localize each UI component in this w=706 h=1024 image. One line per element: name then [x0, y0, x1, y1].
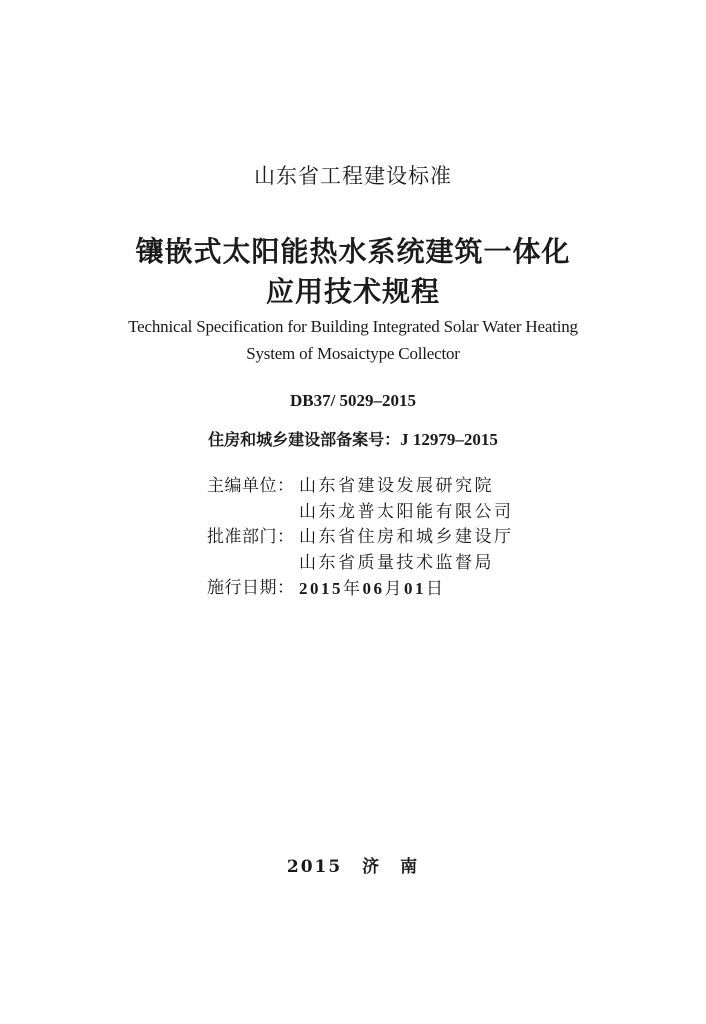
approval-dept-1: 山东省住房和城乡建设厅 [299, 527, 514, 547]
approval-dept-2: 山东省质量技术监督局 [299, 552, 494, 573]
approval-row-1 [207, 525, 514, 551]
effective-date-row [207, 576, 514, 603]
publication-info [207, 474, 514, 603]
approval-label: 批准部门： [207, 527, 295, 547]
publication-footer [0, 852, 706, 877]
standard-type: 山东省工程建设标准 [254, 164, 452, 188]
title-zh-line1: 镶嵌式太阳能热水系统建筑一体化 [135, 235, 571, 268]
effective-month-unit: 月 [384, 579, 404, 599]
standard-number: DB37/ 5029–2015 [289, 391, 417, 410]
effective-month: 06 [362, 579, 385, 598]
editor-label: 主编单位： [207, 476, 295, 496]
filing-label: 住房和城乡建设部备案号： [208, 430, 401, 449]
effective-day-unit: 日 [426, 579, 446, 599]
filing-number: J 12979–2015 [400, 430, 498, 449]
editor-unit-1: 山东省建设发展研究院 [299, 476, 494, 496]
editor-unit-2: 山东龙普太阳能有限公司 [299, 501, 514, 522]
effective-year-unit: 年 [343, 579, 363, 599]
effective-date-label: 施行日期： [207, 578, 295, 598]
publication-year: 2015 [286, 857, 343, 877]
publication-city: 济 南 [362, 857, 420, 877]
effective-date [299, 576, 446, 603]
title-zh-line2: 应用技术规程 [265, 275, 440, 308]
title-en-line1: Technical Specification for Building Integrated Solar Water Heating [128, 317, 578, 336]
editor-row-2 [207, 500, 514, 526]
effective-year: 2015 [299, 579, 343, 598]
effective-day: 01 [404, 579, 426, 598]
editor-row-1 [207, 474, 514, 500]
approval-row-2 [207, 551, 514, 577]
filing-record [0, 427, 706, 450]
title-en-line2: System of Mosaictype Collector [246, 344, 460, 363]
